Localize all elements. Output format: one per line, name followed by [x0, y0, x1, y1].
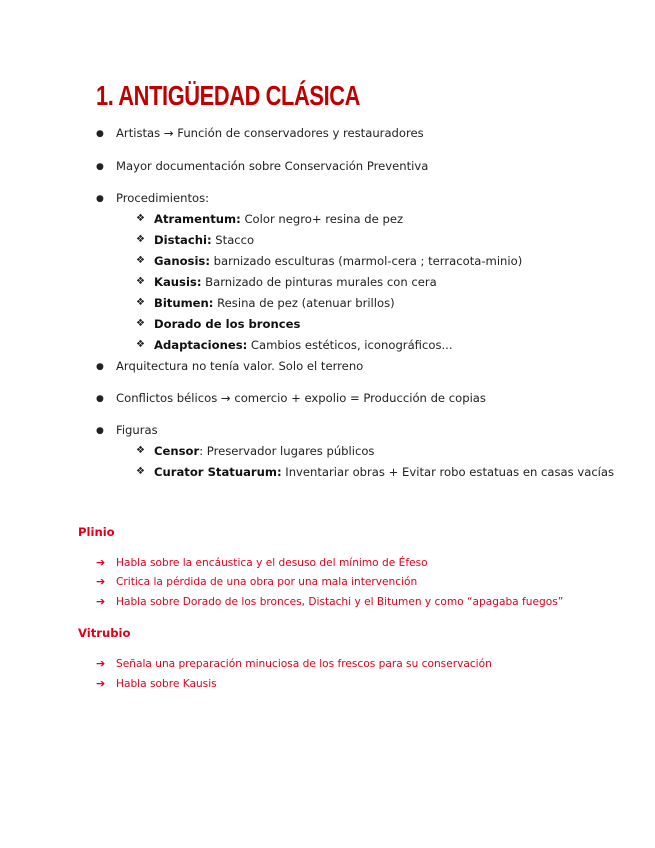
- bullet-conflictos: Conflictos bélicos → comercio + expolio = Producción de copias: [116, 391, 486, 405]
- arrow-icon: ➔: [96, 657, 106, 670]
- plinio-heading: Plinio: [78, 525, 115, 539]
- diamond-icon: ❖: [136, 255, 145, 266]
- diamond-icon: ❖: [136, 213, 145, 224]
- diamond-icon: ❖: [136, 234, 145, 245]
- bullet-icon: ●: [96, 362, 104, 372]
- bullet-icon: ●: [96, 129, 104, 139]
- bullet-mayor-documentacion: Mayor documentación sobre Conservación Preventiva: [116, 159, 429, 173]
- sub-item-bitumen: Bitumen: Resina de pez (atenuar brillos): [154, 296, 395, 310]
- diamond-icon: ❖: [136, 318, 145, 329]
- sub-item-kausis: Kausis: Barnizado de pinturas murales con cera: [154, 275, 437, 289]
- arrow-icon: ➔: [96, 677, 106, 690]
- bullet-artistas: Artistas → Función de conservadores y restauradores: [116, 126, 424, 140]
- sub-item-ganosis: Ganosis: barnizado esculturas (marmol-cera ; terracota-minio): [154, 254, 523, 268]
- diamond-icon: ❖: [136, 276, 145, 287]
- diamond-icon: ❖: [136, 297, 145, 308]
- vitrubio-heading: Vitrubio: [78, 626, 131, 640]
- diamond-icon: ❖: [136, 445, 145, 456]
- sub-item-censor: Censor: Preservador lugares públicos: [154, 444, 375, 458]
- arrow-icon: ➔: [96, 595, 106, 608]
- arrow-icon: ➔: [96, 556, 106, 569]
- plinio-item: Habla sobre Dorado de los bronces, Distachi y el Bitumen y como “apagaba fuegos”: [116, 596, 564, 608]
- bullet-figuras: Figuras: [116, 423, 158, 437]
- sub-item-distachi: Distachi: Stacco: [154, 233, 255, 247]
- bullet-arquitectura: Arquitectura no tenía valor. Solo el terreno: [116, 359, 364, 373]
- diamond-icon: ❖: [136, 466, 145, 477]
- sub-item-atramentum: Atramentum: Color negro+ resina de pez: [154, 212, 404, 226]
- plinio-item: Habla sobre la encáustica y el desuso del mínimo de Éfeso: [116, 557, 428, 569]
- bullet-procedimientos: Procedimientos:: [116, 191, 210, 205]
- page-title: 1. ANTIGÜEDAD CLÁSICA: [96, 80, 361, 111]
- plinio-item: Critica la pérdida de una obra por una mala intervención: [116, 576, 418, 588]
- bullet-icon: ●: [96, 426, 104, 436]
- vitrubio-item: Habla sobre Kausis: [116, 678, 217, 690]
- vitrubio-item: Señala una preparación minuciosa de los frescos para su conservación: [116, 658, 492, 670]
- sub-item-adaptaciones: Adaptaciones: Cambios estéticos, iconográficos...: [154, 338, 453, 352]
- diamond-icon: ❖: [136, 339, 145, 350]
- bullet-icon: ●: [96, 194, 104, 204]
- sub-item-curator-statuarum: Curator Statuarum: Inventariar obras + Evitar robo estatuas en casas vacías: [154, 465, 615, 479]
- arrow-icon: ➔: [96, 575, 106, 588]
- bullet-icon: ●: [96, 394, 104, 404]
- bullet-icon: ●: [96, 162, 104, 172]
- sub-item-dorado-bronces: Dorado de los bronces: [154, 317, 301, 331]
